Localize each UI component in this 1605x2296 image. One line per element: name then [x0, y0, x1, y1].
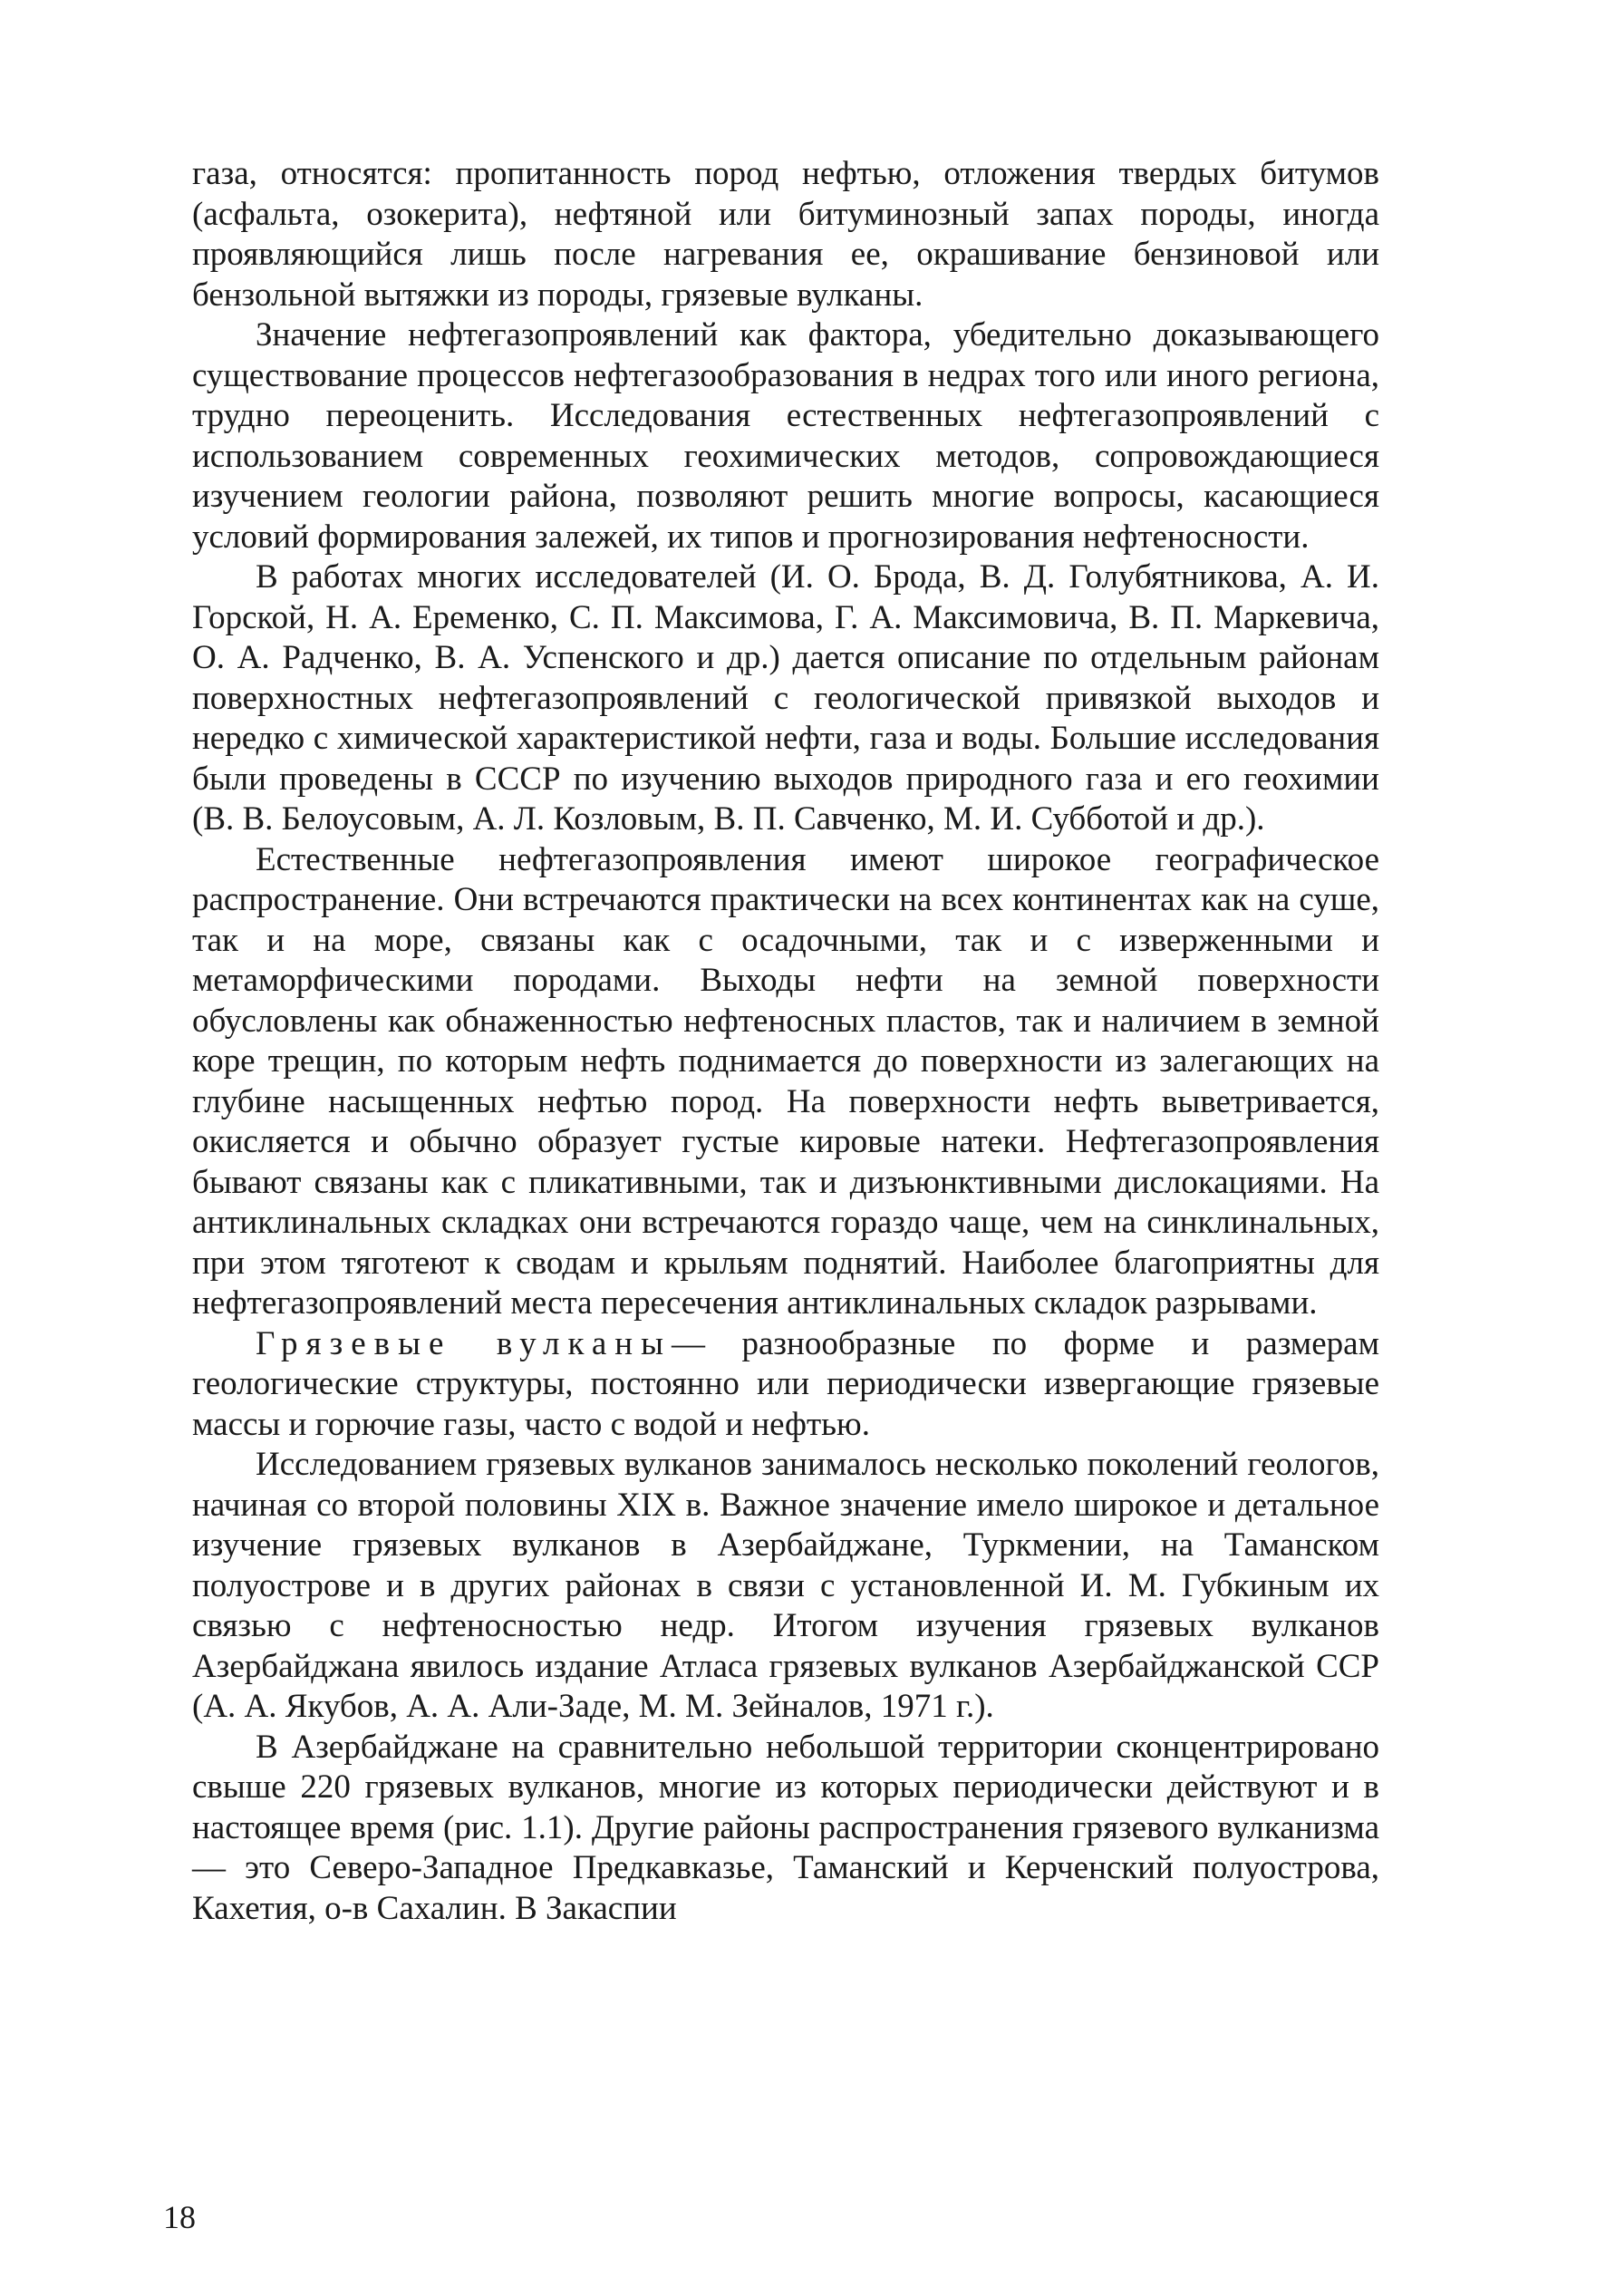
body-text: [192, 154, 1379, 1929]
paragraph-azerbaijan: В Азербайджане на сравнительно небольшой территории сконцентрировано свыше 220 грязевых вулканов, многие из которых периодически действуют и в настоящее время (рис. 1.1). Другие районы распространения грязевого вулканизма — это Северо-Западное Предкавказье, Таманский и Керченский полуострова, Кахетия, о-в Сахалин. В Закаспии: [192, 1728, 1379, 1927]
paragraph-oil-signs: газа, относятся: пропитанность пород нефтью, отложения твердых битумов (асфальта, озокерита), нефтяной или битуминозный запах породы, иногда проявляющийся лишь после нагревания ее, окрашивание бензиновой или бензольной вытяжки из породы, грязевые вулканы.: [192, 155, 1379, 314]
page-number: 18: [163, 2199, 196, 2235]
paragraph-research-history: Исследованием грязевых вулканов занималось несколько поколений геологов, начиная со второй половины XIX в. Важное значение имело широкое и детальное изучение грязевых вулканов в Азербайджане, Туркмении, на Таманском полуострове и в других районах в связи с установленной И. М. Губкиным их связью с нефтеносностью недр. Итогом изучения грязевых вулканов Азербайджана явилось издание Атласа грязевых вулканов Азербайджанской ССР (А. А. Якубов, А. А. Али-Заде, М. М. Зейналов, 1971 г.).: [192, 1446, 1379, 1725]
mud-volcano-term: Грязевые вулканы: [256, 1324, 672, 1362]
mud-volcano-definition-text: — разнообразные по форме и размерам геологические структуры, постоянно или периодически извергающие грязевые массы и горючие газы, часто с водой и нефтью.: [192, 1324, 1379, 1443]
paragraph-mud-volcano-definition: [192, 1324, 1379, 1446]
paragraph-researchers: В работах многих исследователей (И. О. Брода, В. Д. Голубятникова, А. И. Горской, Н. А. Еременко, С. П. Максимова, Г. А. Максимовича, В. П. Маркевича, О. А. Радченко, В. А. Успенского и др.) дается описание по отдельным районам поверхностных нефтегазопроявлений с геологической привязкой выходов и нередко с химической характеристикой нефти, газа и воды. Большие исследования были проведены в СССР по изучению выходов природного газа и его геохимии (В. В. Белоусовым, А. Л. Козловым, В. П. Савченко, М. И. Субботой и др.).: [192, 558, 1379, 838]
paragraph-distribution: Естественные нефтегазопроявления имеют широкое географическое распространение. Они встречаются практически на всех континентах как на суше, так и на море, связаны как с осадочными, так и с изверженными и метаморфическими породами. Выходы нефти на земной поверхности обусловлены как обнаженностью нефтеносных пластов, так и наличием в земной коре трещин, по которым нефть поднимается до поверхности из залегающих на глубине насыщенных нефтью пород. На поверхности нефть выветривается, окисляется и обычно образует густые кировые натеки. Нефтегазопроявления бывают связаны как с пликативными, так и дизъюнктивными дислокациями. На антиклинальных складках они встречаются гораздо чаще, чем на синклинальных, при этом тяготеют к сводам и крыльям поднятий. Наиболее благоприятны для нефтегазопроявлений места пересечения антиклинальных складок разрывами.: [192, 840, 1379, 1322]
paragraph-significance: Значение нефтегазопроявлений как фактора, убедительно доказывающего существование процессов нефтегазообразования в недрах того или иного региона, трудно переоценить. Исследования естественных нефтегазопроявлений с использованием современных геохимических методов, сопровождающиеся изучением геологии района, позволяют решить многие вопросы, касающиеся условий формирования залежей, их типов и прогнозирования нефтеносности.: [192, 316, 1379, 556]
